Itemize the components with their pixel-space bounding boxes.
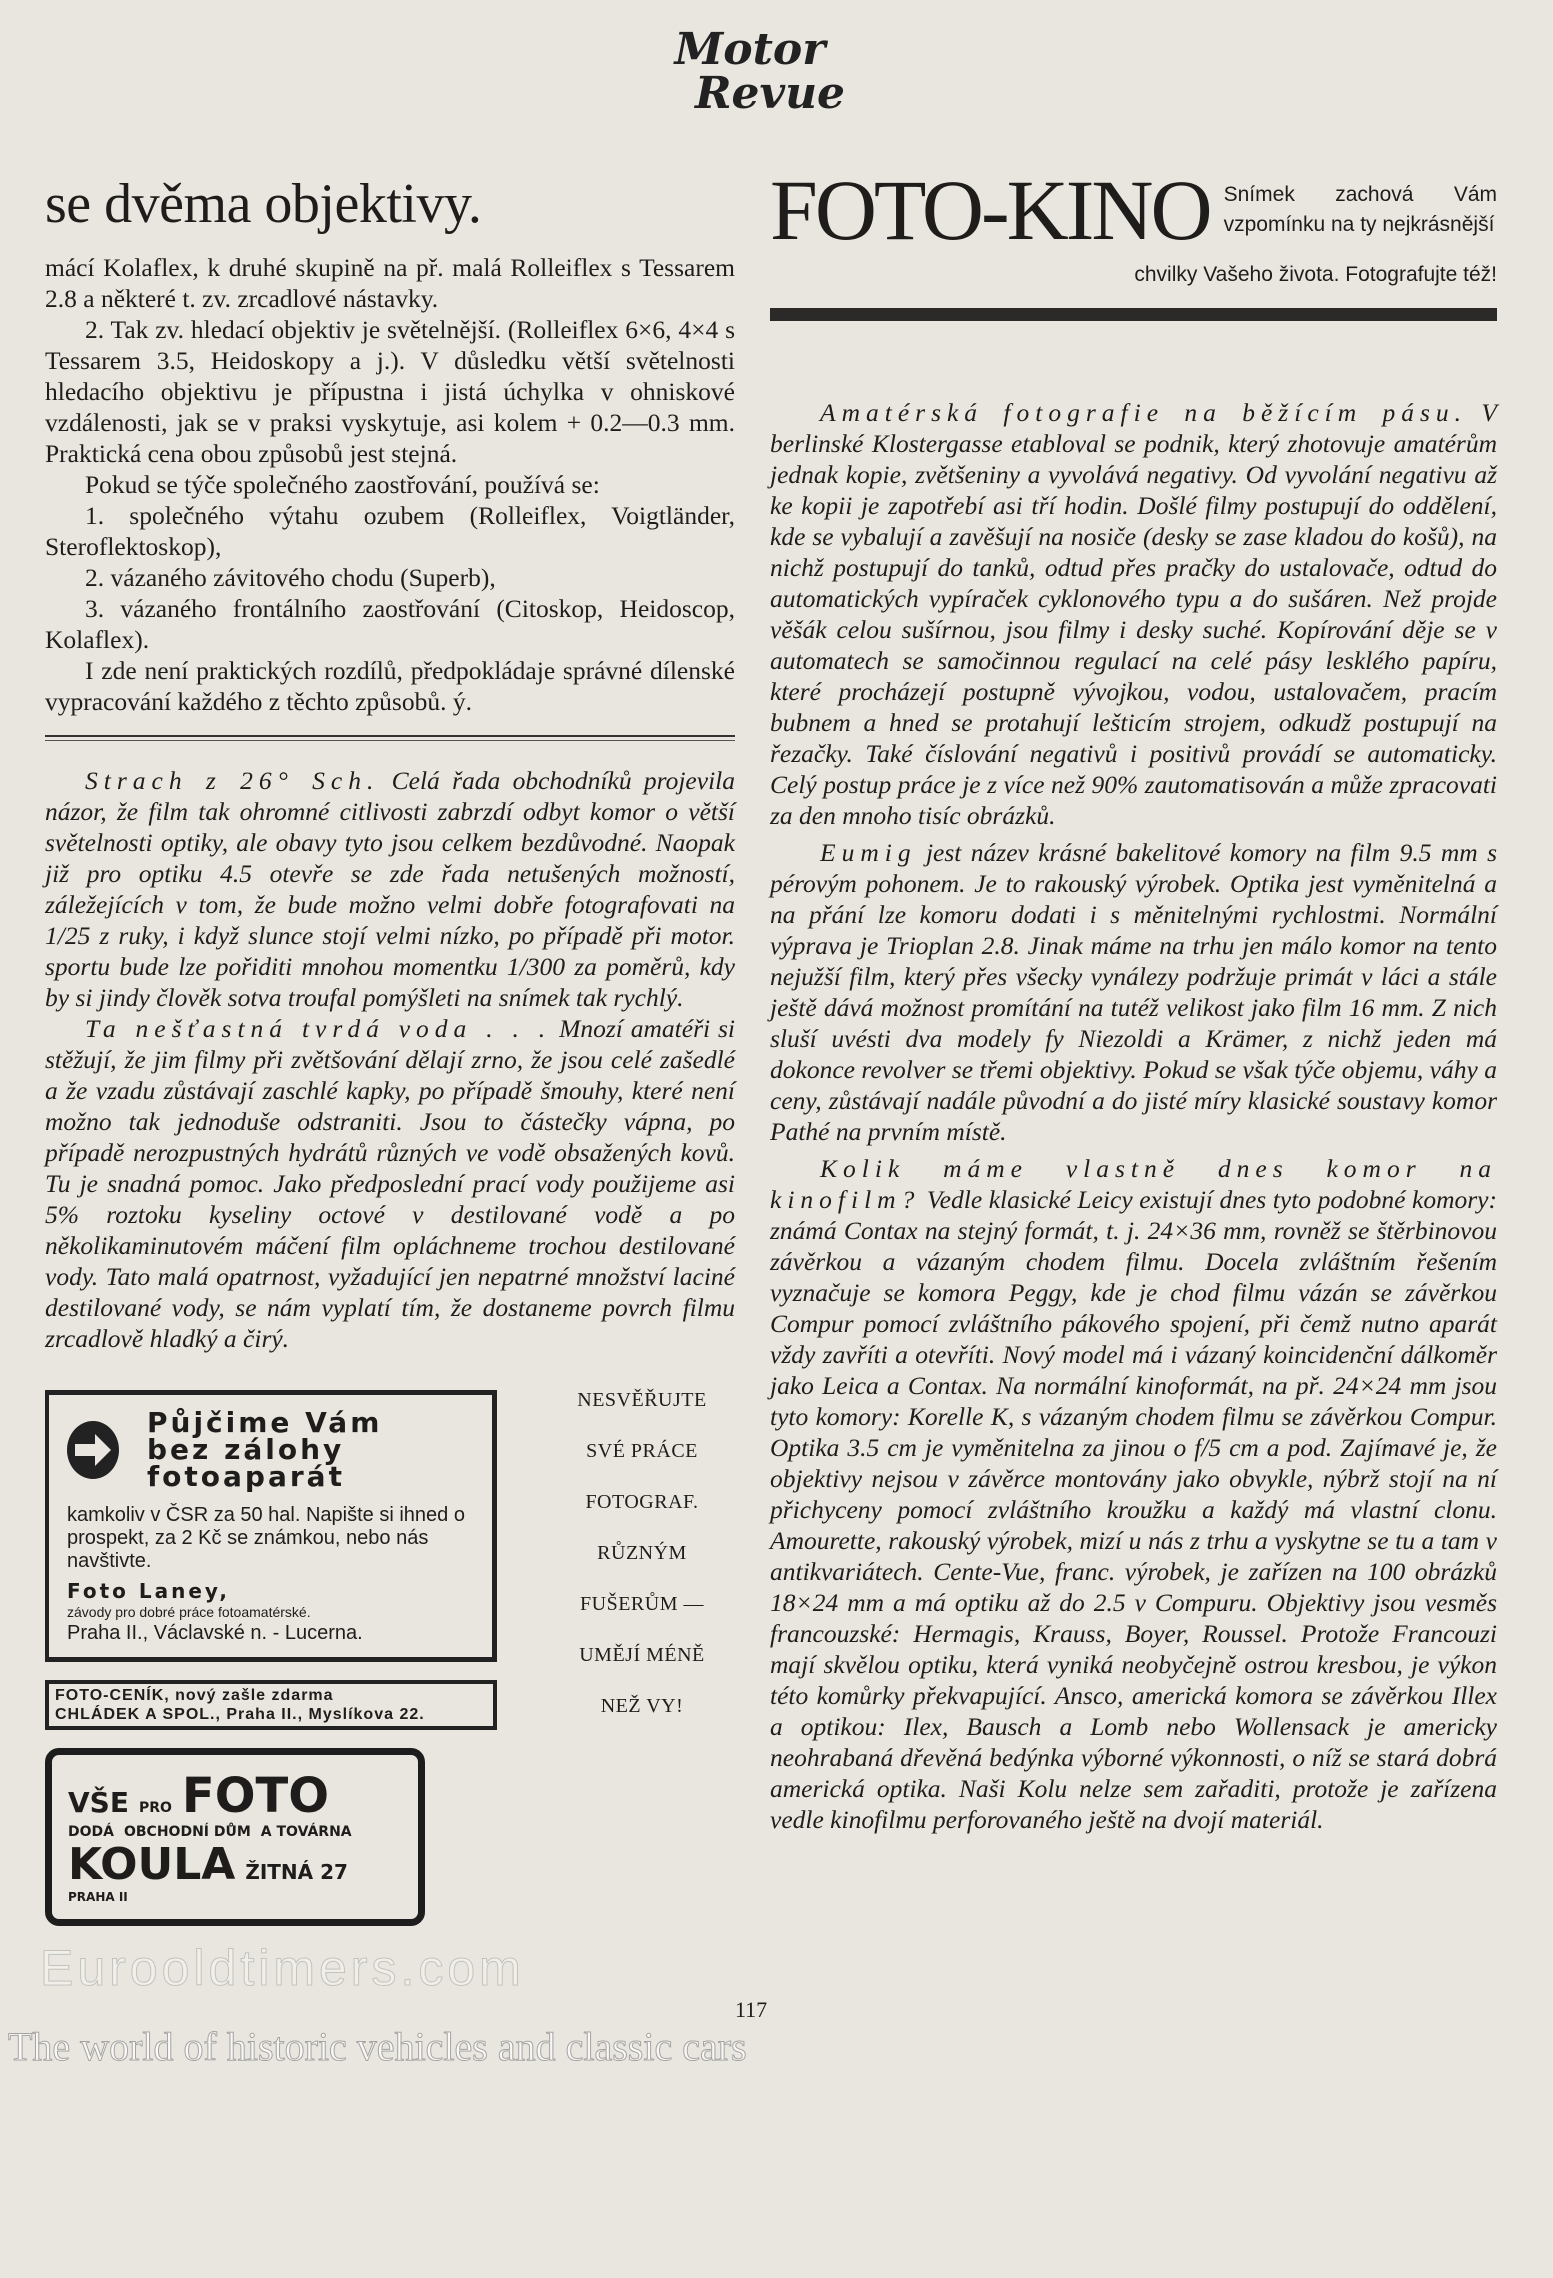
ad-text: OBCHODNÍ DŮM [123,1824,251,1841]
ad-headline-line: fotoaparát [147,1460,345,1493]
ad-headline-line: bez zálohy [147,1433,345,1466]
foto-kino-tagline: Snímek zachová Vám vzpomínku na ty nejkrásnější [1223,183,1497,236]
watermark: Eurooldtimers.com [40,1939,525,1996]
ad-headline-line: Půjčime Vám [147,1406,383,1439]
paragraph: Pokud se týče společného zaostřování, používá se: [85,470,600,499]
right-column-article [770,397,1497,1835]
logo-line-1: Motor [674,24,826,75]
slogan-line: NEŽ VY! [600,1695,684,1717]
note-paragraph [45,1013,735,1354]
paragraph: 2. vázaného závitového chodu (Superb), [85,563,496,592]
left-article-continuation [45,252,735,717]
paragraph: 2. Tak zv. hledací objektiv je světelnější. (Rolleiflex 6×6, 4×4 s Tessarem 3.5, Heidoskopy a j.). V důsledku větší světelnosti hledacího objektivu je přípustna i jistá úchylka v ohniskové vzdálenosti, jak se v praksi vyskytuje, asi kolem + 0.2—0.3 mm. Praktická cena obou způsobů jest stejná. [45,315,735,468]
note-body: Mnozí amatéři si stěžují, že jim filmy při zvětšování dělají zrno, že jsou celé zašedlé a že vzadu zůstávají zaschlé kapky, po případě šmouhy, které není možno tak jednoduše odstraniti. Jsou to částečky vápna, po případě nerozpustných hydrátů různých ve vodě obsažených kovů. Tu je snadná pomoc. Jako předposlední prací vody použijeme asi 5% roztoku kyseliny octové v destilované vodě a po několikaminutovém máčení film opláchneme trochou destilované vody. Tato malá opatrnost, vyžadující jen nepatrné množství laciné destilované vody, se nám vyplatí tím, že dostaneme povrch filmu zrcadlově hladký a čirý. [45,1014,735,1353]
right-column [770,160,1497,1841]
slogan-line: FOTOGRAF. [585,1491,699,1513]
ad-address: Praha II., Václavské n. - Lucerna. [67,1622,363,1644]
foto-kino-heading: FOTO-KINO [770,162,1210,258]
paragraph-lead: Eumig [820,838,917,867]
paragraph-lead: Amatérská fotografie na běžícím pásu. [820,398,1468,427]
arrow-right-icon [67,1421,119,1479]
ad-text: FOTO [181,1768,330,1824]
paragraph: I zde není praktických rozdílů, předpokládaje správné dílenské vypracování každého z těchto způsobů. ý. [45,656,735,716]
paragraph-lead: Kolik máme vlastně dnes komor na kinofilm? [770,1154,1497,1214]
ad-line: CHLÁDEK A SPOL., Praha II., Myslíkova 22. [55,1706,425,1723]
ads-stack [45,1390,497,1926]
ad-row [68,1824,402,1840]
divider [45,740,735,741]
ad-row [68,1769,402,1824]
ad-headline [147,1406,383,1493]
note-paragraph [45,765,735,1013]
slogan-line: FUŠERŮM — [580,1593,704,1615]
page-footer [0,1926,1553,2070]
slogan-line: NESVĚŘUJTE [577,1389,707,1411]
foto-kino-tagline: chvilky Vašeho života. Fotografujte též! [1134,263,1497,286]
paragraph: mácí Kolaflex, k druhé skupině na př. malá Rolleiflex s Tessarem 2.8 a některé t. zv. zrcadlové nástavky. [45,253,735,313]
ad-text: VŠE [68,1786,129,1819]
ads-area [45,1390,735,1926]
ad-text: KOULA [68,1839,236,1891]
left-notes [45,765,735,1354]
divider [45,735,735,737]
ad-text: PRO [138,1800,172,1816]
paragraph: 3. vázaného frontálního zaostřování (Citoskop, Heidoscop, Kolaflex). [45,594,735,654]
paragraph [770,397,1497,831]
left-heading: se dvěma objektivy. [45,173,482,235]
paragraph-body: Vedle klasické Leicy existují dnes tyto podobné komory: známá Contax na stejný formát, t. j. 24×36 mm, rovněž se štěrbinovou závěrkou a vázaným chodem filmu. Docela zvláštním řešením vyznačuje se komora Peggy, kde je chod filmu vázán se závěrkou Compur pomocí zvláštního pákového spojení, při čemž nutno aparát vždy zavříti a otevříti. Nový model má i vázaný koincidenční dálkoměr jako Leica a Contax. Na normální kinoformát, na př. 24×24 mm jsou tyto komory: Korelle K, s vázaným chodem filmu se závěrkou Compur. Optika 3.5 cm je vyměnitelna za jinou o f/5 cm a pod. Zajímavé je, že objektivy nejsou v závěrce montovány jako obvykle, nýbrž stojí na ní přichyceny pomocí zvláštního kroužku a každý má vlastní clonu. Amourette, rakouský výrobek, mizí u nás z trhu a vyskytne se tu a tam v antikvariátech. Cente-Vue, franc. výrobek, je zařízen na 100 obrázků 18×24 mm a má optiku až do 2.5 v Compuru. Objektivy jsou vesměs francouzské: Hermagis, Krauss, Boyer, Roussel. Protože Francouzi mají skvělou optiku, která vyniká neobyčejně ostrou kresbou, je výkon této komůrky překvapující. Ansco, americká komora se závěrkou Illex a optikou: Ilex, Bausch a Lomb nebo Wollensack je americky neohrabaná dřevěná bedýnka výborné výkonnosti, o níž se stará dobrá americká optika. Naši Kolu nelze sem zařaditi, protože je zařízena vedle kinofilmu perforovaného ještě na dvojí materiál. [770,1185,1497,1834]
ad-subtitle: závody pro dobré práce fotoamatérské. [67,1604,311,1620]
paragraph: 1. společného výtahu ozubem (Rolleiflex, Voigtländer, Steroflektoskop), [45,501,735,561]
slogan-line: UMĚJÍ MÉNĚ [579,1644,705,1666]
paragraph-body: jest název krásné bakelitové komory na film 9.5 mm s pérovým pohonem. Je to rakouský výrobek. Optika jest vyměnitelná a na přání lze komoru dodati i s měnitelnými rychlostmi. Normální výprava je Trioplan 2.8. Jinak máme na trhu jen málo komor na tento nejužší film, který přes všecky vynálezy podržuje primát v láci a stále ještě dává možnost promítání na tutéž velikost jako film 16 mm. Z nich sluší uvésti dva modely fy Niezoldi a Krämer, z nichž jeden má dokonce revolver se třemi objektivy. Pokud se však týče objemu, váhy a ceny, zůstávají nadále původní a do jisté míry klasické soustavy komor Pathé na prvním místě. [770,838,1497,1146]
left-column [45,160,735,1926]
ad-text: DODÁ [68,1824,114,1841]
note-lead: Ta nešťastná tvrdá voda . . . [85,1014,552,1043]
ad-text: PRAHA II [68,1889,128,1904]
watermark-tagline: The world of historic vehicles and classic cars [8,2023,747,2069]
paragraph [770,1153,1497,1835]
note-lead: Strach z 26° Sch. [85,766,380,795]
slogan-line: SVÉ PRÁCE [586,1440,698,1462]
ad-text: A TOVÁRNA [260,1824,352,1841]
note-body: Celá řada obchodníků projevila názor, že film tak ohromné citlivosti zabrzdí odbyt komor o větší světelnosti optiky, ale obavy tyto jsou celkem bezdůvodné. Naopak již pro optiku 4.5 otevře se zde řada netušených možností, záležejících v tom, že bude možno velmi dobře fotografovati na 1/25 z ruky, i když slunce stojí velmi nízko, po případě při motor. sportu bude lze pořiditi mnohou momentku 1/300 za poměrů, kdy by si jindy člověk sotva troufal pomýšleti na snímek tak rychlý. [45,766,735,1012]
heading-bar [770,308,1497,321]
slogan-line: RŮZNÝM [597,1542,687,1564]
slogan-block [557,1390,727,1747]
ad-row [68,1840,402,1904]
ad-body: kamkoliv v ČSR za 50 hal. Napište si ihned o prospekt, za 2 Kč se známkou, nebo nás navštivte. [67,1504,465,1572]
ad-koula [45,1748,425,1926]
ad-company: Foto Laney, [67,1579,230,1603]
logo-line-2: Revue [694,68,846,119]
ad-chladek [45,1680,497,1730]
ad-text: ŽITNÁ 27 [245,1860,348,1885]
foto-kino-header [770,160,1497,260]
paragraph [770,837,1497,1147]
paragraph-body: V berlinské Klostergasse etabloval se podnik, který zhotovuje amatérům jednak kopie, zvětšeniny a vyvolává negativy. Od vyvolání negativu až ke kopii je zapotřebí asi tří hodin. Došlé filmy postupují do oddělení, kde se vybalují a zavěšují na nosiče (desky se zase kladou do košů), na nichž postupují do tanků, odtud přes pračky do ustalovače, odtud do automatických vypíraček cyklonového typu a do sušáren. Než projde věšák celou sušírnou, jsou filmy i desky suché. Kopírování děje se v automatech se samočinnou regulací na celé pásy lesklého papíru, které procházejí postupně vývojkou, vodou, ustalovačem, pracím bubnem a hned se protahují lešticím strojem, odkudž postupují na řezačky. Také číslování negativů i positivů provádí se automaticky. Celý postup práce je z více než 90% zautomatisován a může zpracovati za den mnoho tisíc obrázků. [770,398,1497,830]
ad-line: FOTO-CENÍK, nový zašle zdarma [55,1687,334,1704]
ad-foto-laney [45,1390,497,1662]
ad-top [67,1406,474,1493]
page-number: 117 [735,1996,768,2022]
